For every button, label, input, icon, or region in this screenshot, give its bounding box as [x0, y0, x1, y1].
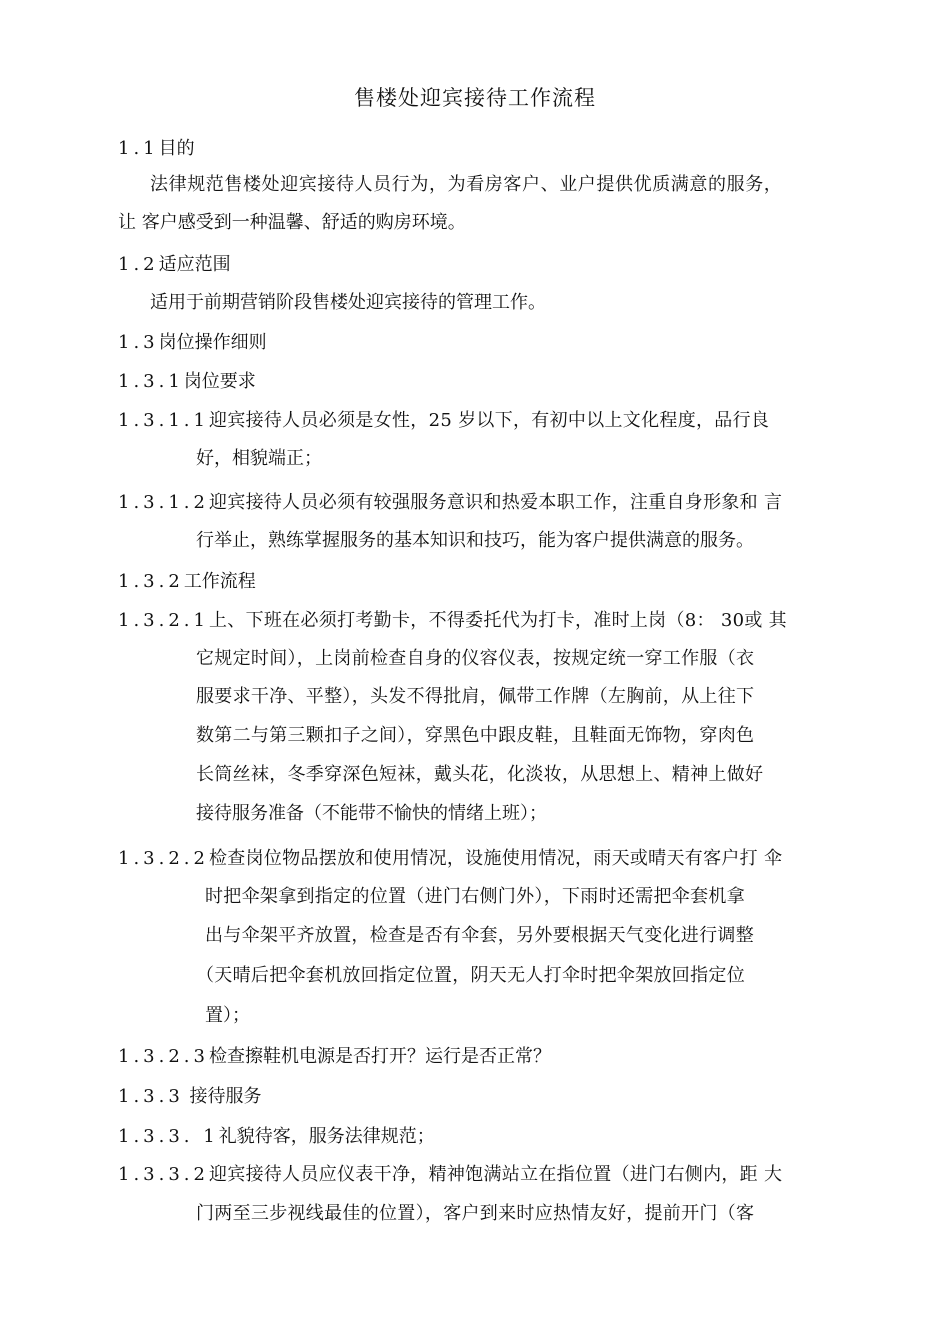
item-text: 迎宾接待人员应仪表干净，精神饱满站立在指位置（进门右侧内，距 大 — [208, 1164, 783, 1185]
section-title: 适应范围 — [158, 254, 231, 275]
item-1-3-2-2-line-1 — [118, 846, 782, 872]
section-number: 1.3.1 — [118, 371, 184, 392]
item-1-3-2-2-line-2: 时把伞架拿到指定的位置（进门右侧门外），下雨时还需把伞套机拿 — [205, 886, 745, 907]
section-1-3-3-heading — [118, 1084, 262, 1110]
section-title: 接待服务 — [189, 1086, 262, 1107]
item-1-3-2-2-line-4: （天晴后把伞套机放回指定位置，阴天无人打伞时把伞架放回指定位 — [196, 965, 745, 986]
section-title: 工作流程 — [183, 571, 256, 592]
section-number: 1.3.2 — [118, 571, 184, 592]
section-1-1-body-line-1: 法律规范售楼处迎宾接待人员行为，为看房客户、业户提供优质满意的服务， — [150, 174, 783, 195]
item-number: 1.3.3.2 — [118, 1164, 209, 1185]
item-1-3-2-3 — [118, 1044, 551, 1070]
item-1-3-1-1-line-2: 好，相貌端正； — [196, 448, 322, 469]
item-1-3-2-1-line-4: 数第二与第三颗扣子之间），穿黑色中跟皮鞋，且鞋面无饰物，穿肉色 — [196, 725, 755, 746]
item-1-3-1-2-line-1 — [118, 490, 782, 516]
section-1-3-1-heading — [118, 369, 256, 395]
section-title: 目的 — [158, 138, 195, 159]
item-text: 检查岗位物品摆放和使用情况，设施使用情况，雨天或晴天有客户打 伞 — [208, 848, 783, 869]
section-1-1-heading — [118, 136, 195, 162]
item-1-3-2-1-line-3: 服要求干净、平整），头发不得批肩，佩带工作牌（左胸前，从上往下 — [196, 686, 755, 707]
section-title: 岗位操作细则 — [158, 332, 267, 353]
section-title: 岗位要求 — [183, 371, 256, 392]
item-text: 迎宾接待人员必须是女性，25 岁以下，有初中以上文化程度，品行良 — [208, 410, 770, 431]
section-number: 1.2 — [118, 254, 159, 275]
item-1-3-3-2-line-2: 门两至三步视线最佳的位置），客户到来时应热情友好，提前开门（客 — [196, 1203, 755, 1224]
item-number: 1.3.1.2 — [118, 492, 209, 513]
item-1-3-1-2-line-2: 行举止，熟练掌握服务的基本知识和技巧，能为客户提供满意的服务。 — [196, 530, 754, 551]
item-text: 检查擦鞋机电源是否打开？运行是否正常？ — [208, 1046, 551, 1067]
item-text: 迎宾接待人员必须有较强服务意识和热爱本职工作，注重自身形象和 言 — [208, 492, 783, 513]
item-1-3-3-2-line-1 — [118, 1162, 782, 1188]
item-1-3-1-1-line-1 — [118, 408, 769, 434]
item-1-3-2-1-line-1 — [118, 608, 787, 634]
item-1-3-3-1 — [118, 1124, 435, 1150]
section-1-2-heading — [118, 252, 231, 278]
item-1-3-2-2-line-5: 置）； — [205, 1005, 250, 1026]
section-1-3-2-heading — [118, 569, 256, 595]
item-number: 1.3.3. 1 — [118, 1126, 219, 1147]
item-1-3-2-1-line-5: 长筒丝袜，冬季穿深色短袜，戴头花，化淡妆，从思想上、精神上做好 — [196, 764, 764, 785]
section-number: 1.1 — [118, 138, 159, 159]
section-1-1-body-line-2: 让 客户感受到一种温馨、舒适的购房环境。 — [118, 212, 466, 233]
section-1-3-heading — [118, 330, 267, 356]
section-1-2-body: 适用于前期营销阶段售楼处迎宾接待的管理工作。 — [150, 292, 546, 313]
document-title: 售楼处迎宾接待工作流程 — [354, 86, 596, 110]
item-text: 礼貌待客，服务法律规范； — [218, 1126, 435, 1147]
section-number: 1.3.3 — [118, 1086, 184, 1107]
item-number: 1.3.2.2 — [118, 848, 209, 869]
item-text: 上、下班在必须打考勤卡，不得委托代为打卡，准时上岗（8： 30或 其 — [208, 610, 787, 631]
item-number: 1.3.2.1 — [118, 610, 209, 631]
section-number: 1.3 — [118, 332, 159, 353]
item-number: 1.3.1.1 — [118, 410, 209, 431]
item-1-3-2-1-line-6: 接待服务准备（不能带不愉快的情绪上班）； — [196, 803, 547, 824]
item-1-3-2-1-line-2: 它规定时间），上岗前检查自身的仪容仪表，按规定统一穿工作服（衣 — [196, 648, 755, 669]
item-number: 1.3.2.3 — [118, 1046, 209, 1067]
item-1-3-2-2-line-3: 出与伞架平齐放置，检查是否有伞套，另外要根据天气变化进行调整 — [205, 925, 754, 946]
